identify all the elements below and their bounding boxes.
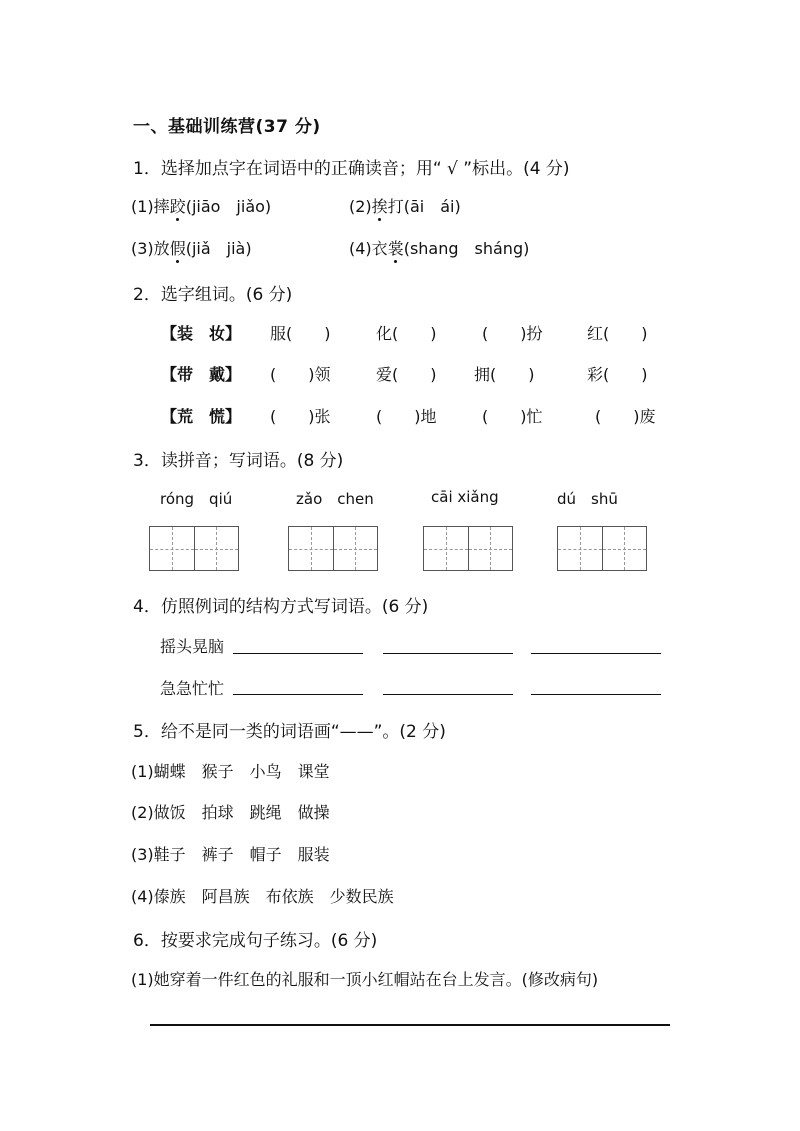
writing-grid-3[interactable]: [423, 526, 513, 571]
item-number: (2): [349, 197, 372, 216]
q1-item-3: [131, 236, 252, 259]
q5-prompt: 5．给不是同一类的词语画“——”。(2 分): [133, 722, 446, 742]
q2-row-3-label: 【荒 慌】: [161, 407, 242, 426]
q2-row-2-label: 【带 戴】: [161, 365, 242, 384]
grid-cell[interactable]: [603, 527, 647, 570]
item-number: (3): [131, 239, 154, 258]
q3-prompt: 3．读拼音；写词语。(8 分): [133, 451, 344, 471]
dotted-char: 挨: [372, 194, 388, 217]
q5-item-2[interactable]: (2)做饭 拍球 跳绳 做操: [131, 803, 330, 822]
answer-line[interactable]: [383, 653, 513, 654]
answer-line[interactable]: [233, 653, 363, 654]
q2-row-1-label: 【装 妆】: [161, 324, 242, 343]
q3-pinyin-2: zǎo chen: [296, 490, 374, 508]
q2-row-2-blank-3[interactable]: 拥( ): [474, 365, 535, 384]
q1-prompt: 1．选择加点字在词语中的正确读音；用“ √ ”标出。(4 分): [133, 159, 570, 179]
q2-row-1-blank-2[interactable]: 化( ): [376, 324, 437, 343]
q2-row-1-blank-3[interactable]: ( )扮: [482, 324, 543, 343]
q1-item-1: [131, 194, 271, 217]
answer-line[interactable]: [233, 694, 363, 695]
q4-example-2: 急急忙忙: [160, 679, 225, 698]
answer-line[interactable]: [383, 694, 513, 695]
answer-line[interactable]: [531, 694, 661, 695]
q1-item-4: [349, 236, 529, 259]
item-number: (1): [131, 197, 154, 216]
dotted-char: 假: [170, 236, 186, 259]
q2-row-3-blank-4[interactable]: ( )废: [595, 407, 656, 426]
pinyin-options[interactable]: (āi ái): [403, 197, 461, 216]
answer-line[interactable]: [150, 1024, 670, 1026]
q2-row-3-blank-3[interactable]: ( )忙: [482, 407, 543, 426]
q3-pinyin-4: dú shū: [557, 490, 618, 508]
item-number: (4): [349, 239, 372, 258]
item-char: 打: [387, 197, 404, 216]
q3-pinyin-3: cāi xiǎng: [431, 488, 499, 506]
q6-prompt: 6．按要求完成句子练习。(6 分): [133, 931, 378, 951]
answer-line[interactable]: [531, 653, 661, 654]
q2-row-2-blank-1[interactable]: ( )领: [270, 365, 331, 384]
item-char: 衣: [371, 239, 388, 258]
writing-grid-2[interactable]: [288, 526, 378, 571]
writing-grid-4[interactable]: [557, 526, 647, 571]
dotted-char: 跤: [170, 194, 186, 217]
q6-item-1: (1)她穿着一件红色的礼服和一顶小红帽站在台上发言。(修改病句): [131, 970, 599, 989]
q2-row-3-blank-1[interactable]: ( )张: [270, 407, 331, 426]
q2-row-2-blank-2[interactable]: 爱( ): [376, 365, 437, 384]
item-char: 摔: [153, 197, 170, 216]
grid-cell[interactable]: [424, 527, 469, 570]
pinyin-options[interactable]: (shang sháng): [403, 239, 530, 258]
grid-cell[interactable]: [195, 527, 239, 570]
q4-prompt: 4．仿照例词的结构方式写词语。(6 分): [133, 597, 429, 617]
q4-example-1: 摇头晃脑: [160, 637, 225, 656]
grid-cell[interactable]: [558, 527, 603, 570]
dotted-char: 裳: [388, 236, 404, 259]
pinyin-options[interactable]: (jiāo jiǎo): [185, 197, 272, 216]
q2-row-1-blank-1[interactable]: 服( ): [270, 324, 331, 343]
q2-prompt: 2．选字组词。(6 分): [133, 285, 293, 305]
q5-item-3[interactable]: (3)鞋子 裤子 帽子 服装: [131, 845, 330, 864]
grid-cell[interactable]: [289, 527, 334, 570]
q3-pinyin-1: róng qiú: [160, 490, 233, 508]
item-char: 放: [153, 239, 170, 258]
section-title: 一、基础训练营(37 分): [133, 117, 321, 137]
grid-cell[interactable]: [150, 527, 195, 570]
q2-row-3-blank-2[interactable]: ( )地: [376, 407, 437, 426]
pinyin-options[interactable]: (jiǎ jià): [185, 239, 252, 258]
q2-row-1-blank-4[interactable]: 红( ): [587, 324, 648, 343]
q5-item-4[interactable]: (4)傣族 阿昌族 布依族 少数民族: [131, 887, 394, 906]
q5-item-1[interactable]: (1)蝴蝶 猴子 小鸟 课堂: [131, 762, 330, 781]
writing-grid-1[interactable]: [149, 526, 239, 571]
grid-cell[interactable]: [334, 527, 378, 570]
q1-item-2: [349, 194, 461, 217]
grid-cell[interactable]: [469, 527, 513, 570]
q2-row-2-blank-4[interactable]: 彩( ): [587, 365, 648, 384]
